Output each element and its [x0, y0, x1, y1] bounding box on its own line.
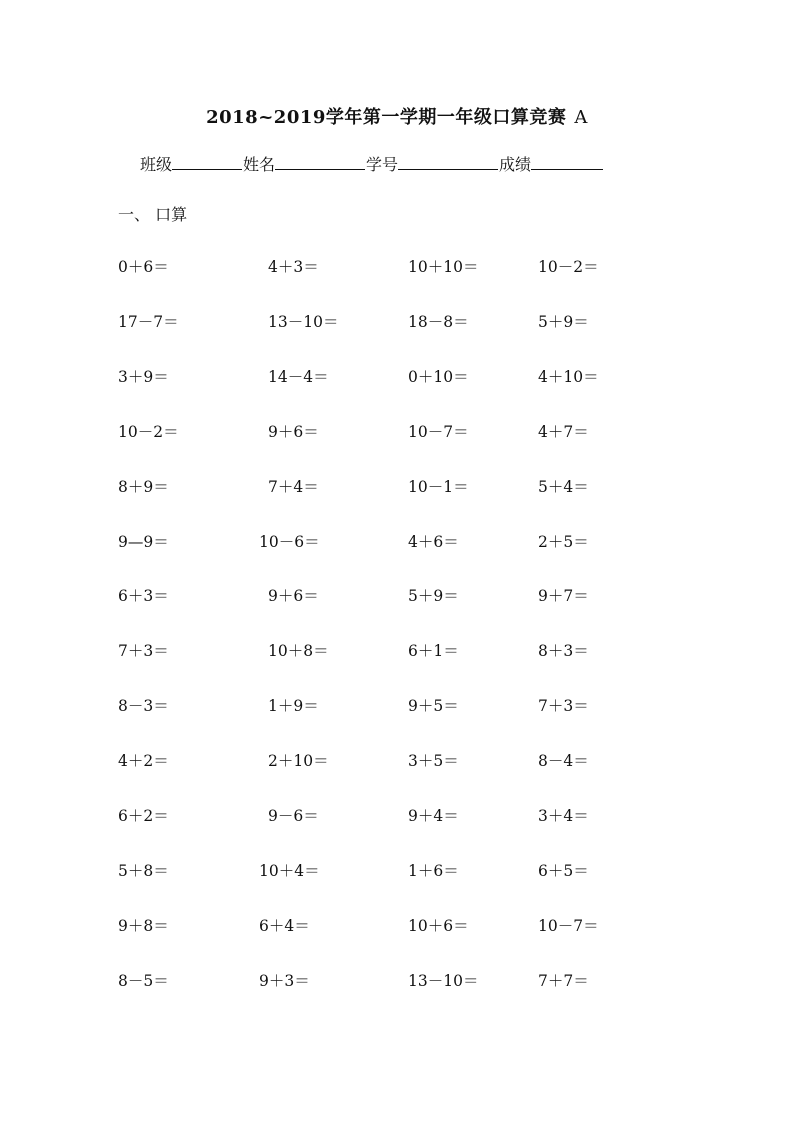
problem-r9-c4: 7＋3＝	[538, 697, 589, 716]
problem-r5-c3: 10－1＝	[408, 477, 469, 496]
problem-r3-c3: 0＋10＝	[408, 367, 469, 386]
problem-r13-c2: 6＋4＝	[259, 916, 310, 935]
problem-r4-c3: 10－7＝	[408, 422, 469, 441]
problem-r3-c1: 3＋9＝	[118, 367, 169, 386]
problem-r4-c1: 10－2＝	[118, 422, 179, 441]
number-blank[interactable]	[398, 152, 498, 170]
problem-r14-c4: 7＋7＝	[538, 971, 589, 990]
problem-r6-c1: 9—9＝	[118, 532, 169, 551]
problem-r3-c4: 4＋10＝	[538, 367, 599, 386]
problem-r9-c3: 9＋5＝	[408, 697, 459, 716]
problem-r2-c4: 5＋9＝	[538, 312, 589, 331]
problem-r14-c1: 8－5＝	[118, 971, 169, 990]
problem-r14-c2: 9＋3＝	[259, 971, 310, 990]
title-suffix: A	[574, 107, 588, 128]
problem-r7-c3: 5＋9＝	[408, 587, 459, 606]
problem-r11-c1: 6＋2＝	[118, 807, 169, 825]
problem-r6-c3: 4＋6＝	[408, 532, 459, 551]
problem-r11-c3: 9＋4＝	[408, 807, 459, 825]
problem-r14-c3: 13－10＝	[408, 971, 479, 990]
problem-r10-c3: 3＋5＝	[408, 752, 459, 771]
problem-r4-c2: 9＋6＝	[268, 422, 319, 441]
problem-r2-c3: 18－8＝	[408, 312, 469, 331]
problem-r5-c1: 8＋9＝	[118, 477, 169, 496]
problem-r3-c2: 14－4＝	[268, 367, 329, 386]
problem-r6-c2: 10－6＝	[259, 532, 320, 551]
problem-r9-c2: 1＋9＝	[268, 697, 319, 716]
problem-r11-c2: 9－6＝	[268, 807, 319, 825]
problem-r13-c3: 10＋6＝	[408, 916, 469, 935]
title-text: 2018~2019学年第一学期一年级口算竞赛	[206, 107, 567, 128]
problem-r13-c4: 10－7＝	[538, 916, 599, 935]
problem-r10-c1: 4＋2＝	[118, 752, 169, 771]
problem-r5-c4: 5＋4＝	[538, 477, 589, 496]
problem-r1-c1: 0＋6＝	[118, 258, 169, 276]
class-blank[interactable]	[172, 152, 242, 170]
problem-r5-c2: 7＋4＝	[268, 477, 319, 496]
problem-r9-c1: 8－3＝	[118, 697, 169, 716]
problem-r1-c3: 10＋10＝	[408, 258, 479, 276]
worksheet-title	[0, 103, 794, 129]
problem-r8-c3: 6＋1＝	[408, 642, 459, 661]
problem-r7-c4: 9＋7＝	[538, 587, 589, 606]
problem-r6-c4: 2＋5＝	[538, 532, 589, 551]
problem-r2-c2: 13－10＝	[268, 312, 339, 331]
problem-r13-c1: 9＋8＝	[118, 916, 169, 935]
problem-r12-c3: 1＋6＝	[408, 861, 459, 880]
name-blank[interactable]	[275, 152, 365, 170]
student-info-row	[140, 152, 604, 175]
problem-r12-c1: 5＋8＝	[118, 861, 169, 880]
class-label: 班级	[140, 155, 173, 174]
problem-r11-c4: 3＋4＝	[538, 807, 589, 825]
score-blank[interactable]	[531, 152, 603, 170]
problem-r2-c1: 17－7＝	[118, 312, 179, 331]
problem-r8-c1: 7＋3＝	[118, 642, 169, 661]
problem-r4-c4: 4＋7＝	[538, 422, 589, 441]
problem-r7-c1: 6＋3＝	[118, 587, 169, 606]
problem-r1-c2: 4＋3＝	[268, 258, 319, 276]
number-label: 学号	[366, 155, 399, 174]
problem-r10-c2: 2＋10＝	[268, 752, 329, 771]
problem-r1-c4: 10－2＝	[538, 258, 599, 276]
problem-r7-c2: 9＋6＝	[268, 587, 319, 606]
problem-r8-c4: 8＋3＝	[538, 642, 589, 661]
problem-r12-c4: 6＋5＝	[538, 861, 589, 880]
section-heading: 一、 口算	[118, 205, 188, 224]
name-label: 姓名	[243, 155, 276, 174]
problem-r8-c2: 10＋8＝	[268, 642, 329, 661]
problem-r12-c2: 10＋4＝	[259, 861, 320, 880]
problem-r10-c4: 8－4＝	[538, 752, 589, 771]
score-label: 成绩	[499, 155, 532, 174]
